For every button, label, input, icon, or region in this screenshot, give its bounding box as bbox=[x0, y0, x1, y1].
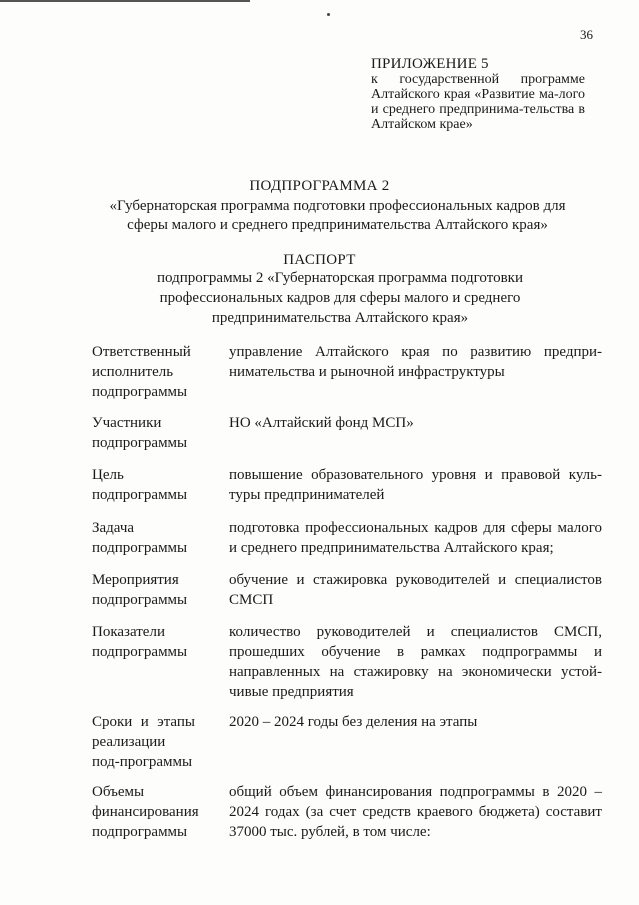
row-participants bbox=[92, 413, 602, 453]
row-label: Участники подпрограммы bbox=[92, 415, 188, 451]
row-label: Задача подпрограммы bbox=[92, 520, 188, 556]
row-label: Объемы финансирования подпрограммы bbox=[92, 784, 199, 840]
row-value: НО «Алтайский фонд МСП» bbox=[229, 415, 414, 431]
row-goal bbox=[92, 465, 602, 505]
row-funding bbox=[92, 782, 602, 842]
row-responsible-executor bbox=[92, 342, 602, 402]
row-value: управление Алтайского края по развитию предпри-нимательства и рыночной инфраструктуры bbox=[229, 344, 602, 380]
page-number: 36 bbox=[580, 27, 593, 42]
row-value: количество руководителей и специалистов СМСП, прошедших обучение в рамках подпрограммы и направленных на стажировку на экономически устой-чивые предприятия bbox=[229, 624, 602, 700]
row-task bbox=[92, 518, 602, 558]
appendix-text: к государственной программе Алтайского края «Развитие ма-лого и среднего предпринима-тельства в Алтайском крае» bbox=[371, 72, 585, 132]
appendix-title: ПРИЛОЖЕНИЕ 5 bbox=[371, 56, 489, 72]
subprogram-title: ПОДПРОГРАММА 2 bbox=[249, 178, 390, 194]
row-label: Ответственный исполнитель подпрограммы bbox=[92, 344, 191, 400]
row-label: Цель подпрограммы bbox=[92, 467, 188, 503]
row-label: Сроки и этапы реализации под-программы bbox=[92, 714, 195, 770]
top-rule bbox=[0, 0, 250, 2]
scan-mark bbox=[327, 13, 330, 16]
row-label: Показатели подпрограммы bbox=[92, 624, 188, 660]
subprogram-name: «Губернаторская программа подготовки профессиональных кадров для сферы малого и среднего предпринимательства Алтайского края» bbox=[109, 198, 566, 233]
passport-title: ПАСПОРТ bbox=[283, 252, 356, 268]
appendix-block bbox=[371, 57, 585, 132]
row-value: общий объем финансирования подпрограммы в 2020 – 2024 годах (за счет средств краевого бюджета) составит 37000 тыс. рублей, в том числе: bbox=[229, 784, 602, 840]
row-label: Мероприятия подпрограммы bbox=[92, 572, 188, 608]
row-value: 2020 – 2024 годы без деления на этапы bbox=[229, 714, 478, 730]
row-value: повышение образовательного уровня и правовой куль-туры предпринимателей bbox=[229, 467, 602, 503]
row-value: подготовка профессиональных кадров для сферы малого и среднего предпринимательства Алтайского края; bbox=[229, 520, 602, 556]
row-indicators bbox=[92, 622, 602, 702]
row-activities bbox=[92, 570, 602, 610]
row-value: обучение и стажировка руководителей и специалистов СМСП bbox=[229, 572, 602, 608]
row-timeline bbox=[92, 712, 602, 772]
passport-name: подпрограммы 2 «Губернаторская программа подготовки профессиональных кадров для сферы малого и среднего предпринимательства Алтайского края» bbox=[157, 270, 523, 326]
